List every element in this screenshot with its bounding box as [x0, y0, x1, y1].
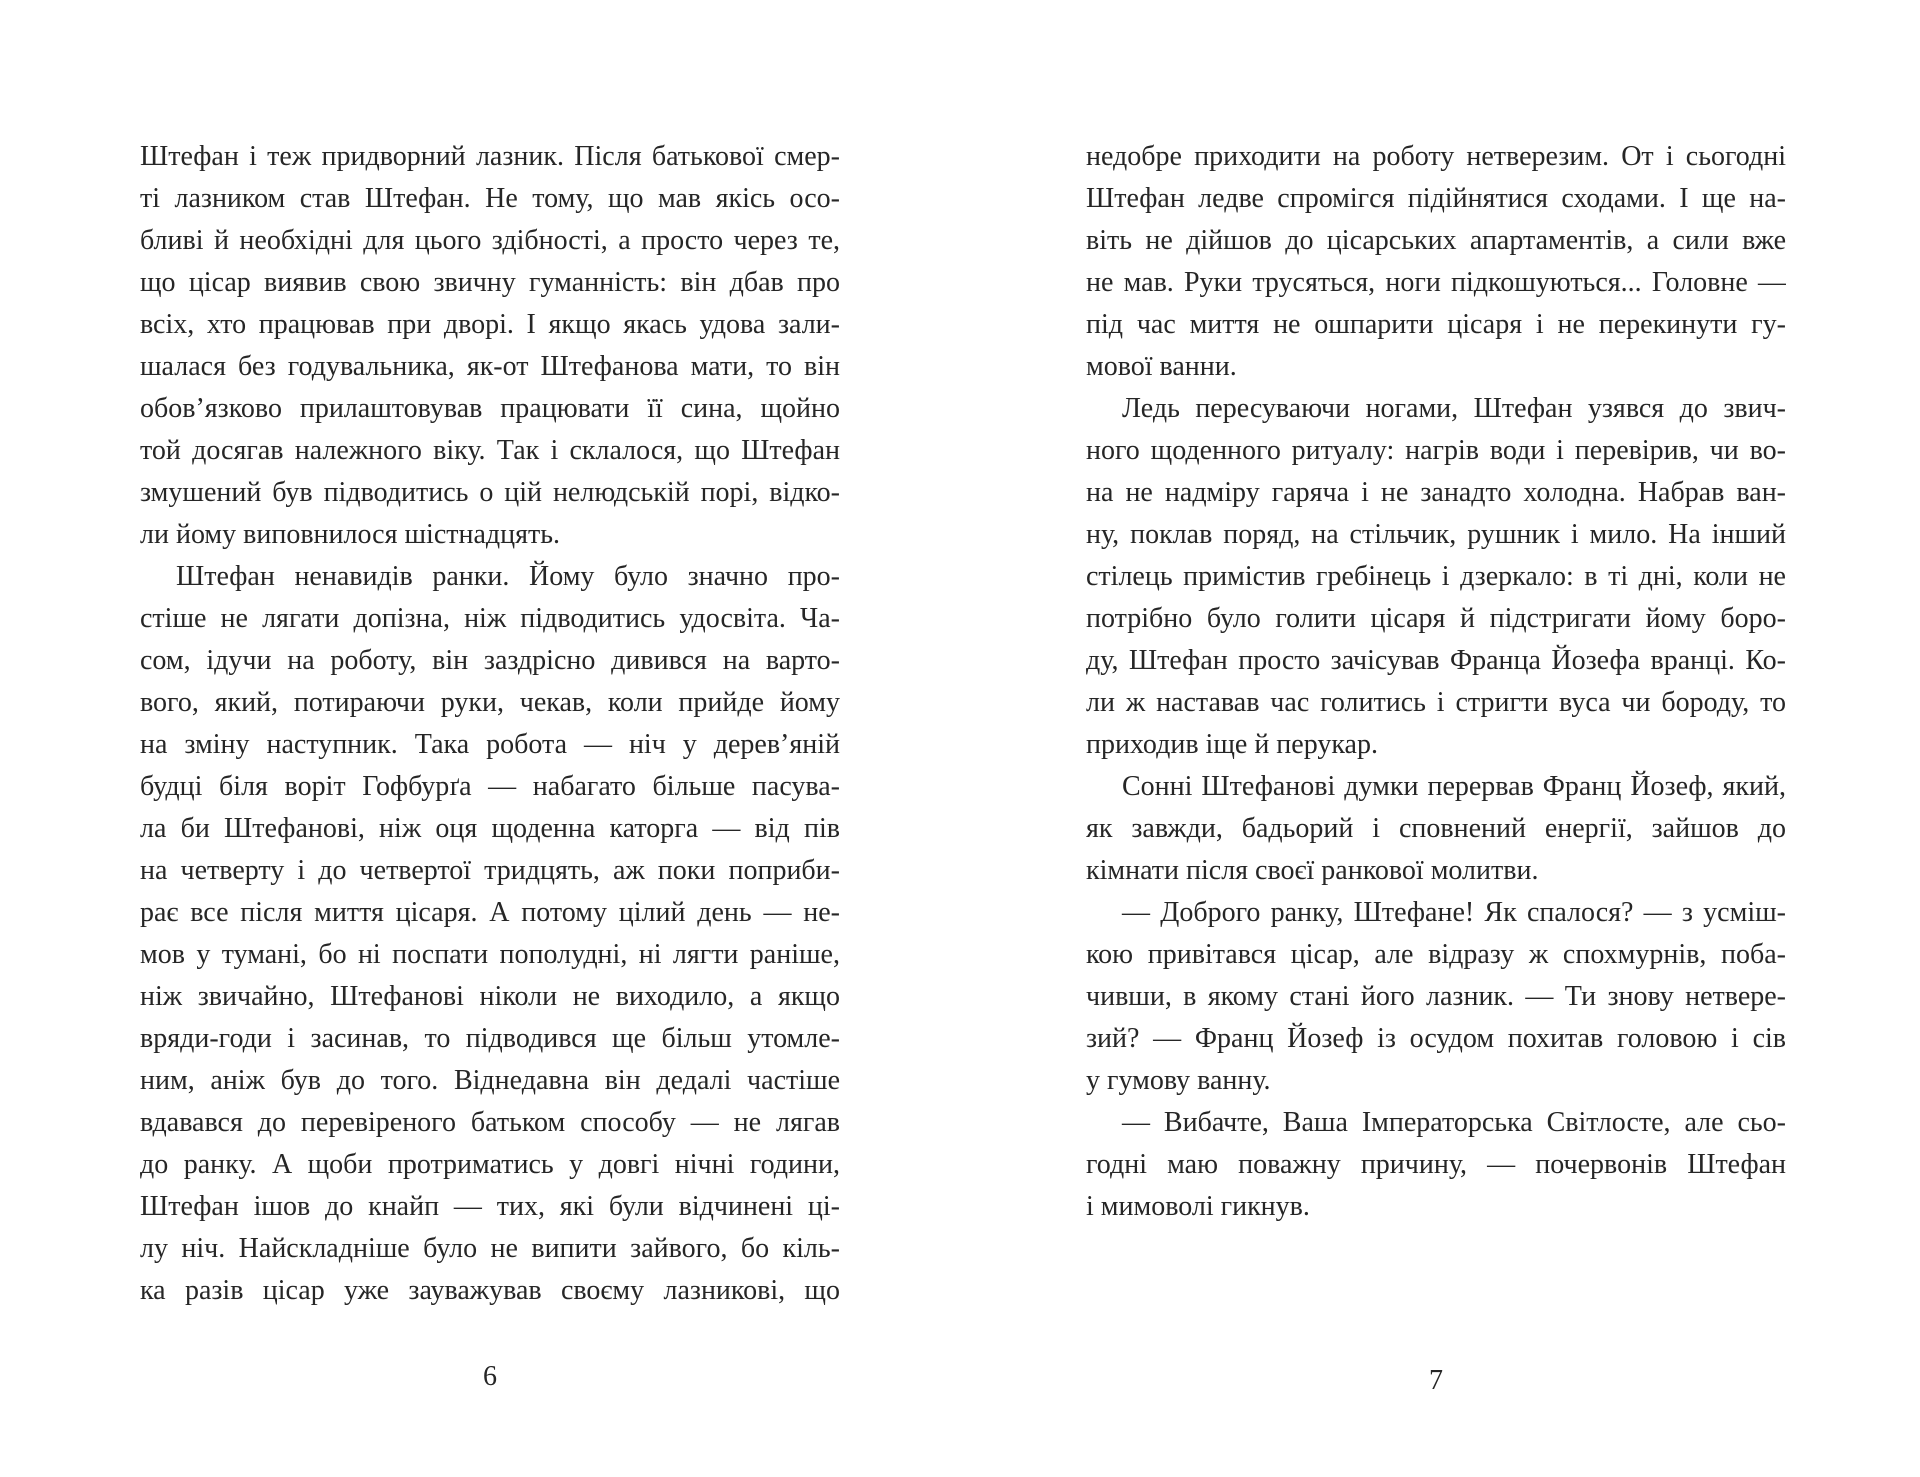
- text-line: Сонні Штефанові думки перервав Франц Йозеф, який,: [1122, 771, 1786, 802]
- text-line: недобре приходити на роботу нетверезим. От і сьогодні: [1086, 141, 1786, 172]
- text-line: годні маю поважну причину, — почервонів Штефан: [1086, 1149, 1786, 1180]
- paragraph: [1086, 892, 1786, 1102]
- page-right-text-block: [1086, 136, 1786, 1228]
- text-line: — Доброго ранку, Штефане! Як спалося? — з усміш-: [1122, 897, 1786, 928]
- text-line: вдавався до перевіреного батьком способу — не лягав: [140, 1107, 840, 1138]
- text-line: кімнати після своєї ранкової молитви.: [1086, 855, 1539, 886]
- text-line: ного щоденного ритуалу: нагрів води і перевірив, чи во-: [1086, 435, 1786, 466]
- text-line: ніж звичайно, Штефанові ніколи не виходило, а якщо: [140, 981, 840, 1012]
- text-line: змушений був підводитись о цій нелюдській порі, відко-: [140, 477, 840, 508]
- text-line: як завжди, бадьорий і сповнений енергії, зайшов до: [1086, 813, 1786, 844]
- text-line: вряди-годи і засинав, то підводився ще більш утомле-: [140, 1023, 840, 1054]
- text-line: — Вибачте, Ваша Імператорська Світлосте, але сьо-: [1122, 1107, 1786, 1138]
- text-line: Штефан ішов до кнайп — тих, які були відчинені ці-: [140, 1191, 840, 1222]
- text-line: віть не дійшов до цісарських апартаментів, а сили вже: [1086, 225, 1786, 256]
- text-line: шалася без годувальника, як-от Штефанова мати, то він: [140, 351, 840, 382]
- text-line: мової ванни.: [1086, 351, 1237, 382]
- page-number-right: 7: [1429, 1365, 1443, 1396]
- page-right: [960, 0, 1920, 1477]
- paragraph: [1086, 766, 1786, 892]
- text-line: що цісар виявив свою звичну гуманність: він дбав про: [140, 267, 840, 298]
- text-line: чивши, в якому стані його лазник. — Ти знову нетвере-: [1086, 981, 1786, 1012]
- paragraph: [140, 556, 840, 1312]
- text-line: ним, аніж був до того. Віднедавна він дедалі частіше: [140, 1065, 840, 1096]
- text-line: ли йому виповнилося шістнадцять.: [140, 519, 561, 550]
- paragraph: [1086, 136, 1786, 388]
- text-line: приходив іще й перукар.: [1086, 729, 1378, 760]
- text-line: до ранку. А щоби протриматись у довгі нічні години,: [140, 1149, 840, 1180]
- text-line: ла би Штефанові, ніж оця щоденна каторга — від пів: [140, 813, 840, 844]
- page-number-left: 6: [483, 1361, 497, 1392]
- text-line: стілець примістив гребінець і дзеркало: в ті дні, коли не: [1086, 561, 1786, 592]
- text-line: Ледь пересуваючи ногами, Штефан узявся до звич-: [1122, 393, 1786, 424]
- text-line: у гумову ванну.: [1086, 1065, 1271, 1096]
- text-line: Штефан і теж придворний лазник. Після батькової смер-: [140, 141, 840, 172]
- text-line: потрібно було голити цісаря й підстригати йому боро-: [1086, 603, 1786, 634]
- text-line: ка разів цісар уже зауважував своєму лазникові, що: [140, 1275, 840, 1306]
- text-line: лу ніч. Найскладніше було не випити зайвого, бо кіль-: [140, 1233, 840, 1264]
- text-line: не мав. Руки трусяться, ноги підкошуються... Головне —: [1086, 267, 1786, 298]
- text-line: всіх, хто працював при дворі. І якщо якась удова зали-: [140, 309, 840, 340]
- text-line: зий? — Франц Йозеф із осудом похитав головою і сів: [1086, 1023, 1786, 1054]
- text-line: будці біля воріт Гофбурґа — набагато більше пасува-: [140, 771, 840, 802]
- text-line: мов у тумані, бо ні поспати пополудні, ні лягти раніше,: [140, 939, 840, 970]
- text-line: стіше не лягати допізна, ніж підводитись удосвіта. Ча-: [140, 603, 840, 634]
- text-line: кою привітався цісар, але відразу ж спохмурнів, поба-: [1086, 939, 1786, 970]
- text-line: Штефан ледве спромігся підійнятися сходами. І ще на-: [1086, 183, 1786, 214]
- text-line: обов’язково прилаштовував працювати її сина, щойно: [140, 393, 840, 424]
- text-line: на четверту і до четвертої тридцять, аж поки поприби-: [140, 855, 840, 886]
- text-line: сом, ідучи на роботу, він заздрісно дивився на варто-: [140, 645, 840, 676]
- text-line: ті лазником став Штефан. Не тому, що мав якісь осо-: [140, 183, 840, 214]
- text-line: на не надміру гаряча і не занадто холодна. Набрав ван-: [1086, 477, 1786, 508]
- text-line: ду, Штефан просто зачісував Франца Йозефа вранці. Ко-: [1086, 645, 1786, 676]
- page-left-text-block: [140, 136, 840, 1312]
- paragraph: [1086, 1102, 1786, 1228]
- paragraph: [140, 136, 840, 556]
- text-line: ли ж наставав час голитись і стригти вуса чи бороду, то: [1086, 687, 1786, 718]
- text-line: вого, який, потираючи руки, чекав, коли прийде йому: [140, 687, 840, 718]
- text-line: і мимоволі гикнув.: [1086, 1191, 1310, 1222]
- text-line: той досягав належного віку. Так і склалося, що Штефан: [140, 435, 840, 466]
- paragraph: [1086, 388, 1786, 766]
- text-line: на зміну наступник. Така робота — ніч у дерев’яній: [140, 729, 840, 760]
- text-line: Штефан ненавидів ранки. Йому було значно про-: [176, 561, 840, 592]
- text-line: рає все після миття цісаря. А потому цілий день — не-: [140, 897, 840, 928]
- text-line: ну, поклав поряд, на стільчик, рушник і мило. На інший: [1086, 519, 1786, 550]
- text-line: під час миття не ошпарити цісаря і не перекинути гу-: [1086, 309, 1786, 340]
- text-line: бливі й необхідні для цього здібності, а просто через те,: [140, 225, 840, 256]
